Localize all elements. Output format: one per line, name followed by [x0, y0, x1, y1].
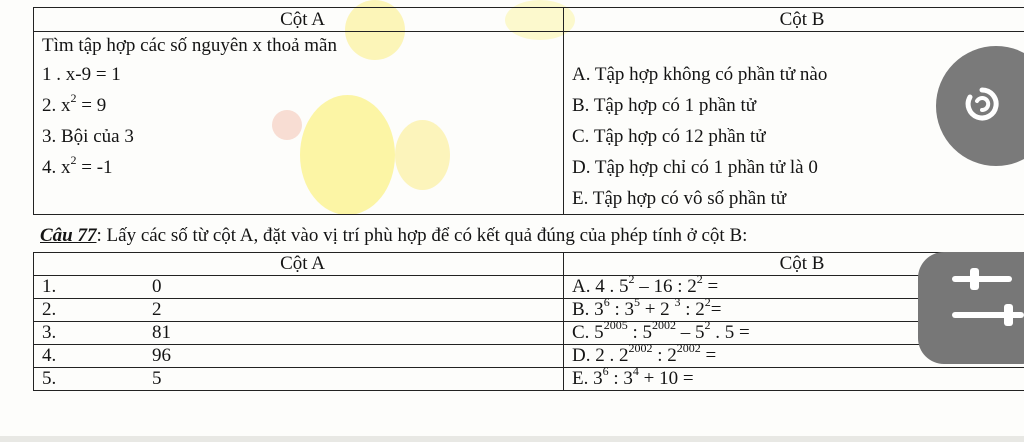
col-a-cell: [34, 345, 564, 368]
question-label: Câu 77: [40, 225, 97, 246]
col-b-item: E. Tập hợp có vô số phần tử: [572, 188, 787, 209]
col-b-header: Cột B: [564, 253, 1024, 276]
row-value: 2: [152, 299, 162, 320]
col-a-header: Cột A: [34, 8, 564, 32]
question-77: [40, 224, 747, 248]
row-index: 1.: [42, 276, 57, 297]
col-a-cell: [34, 299, 564, 322]
row-value: 0: [152, 276, 162, 297]
col-a-cell: [34, 322, 564, 345]
col-b-item: C. Tập hợp có 12 phần tử: [572, 126, 766, 147]
col-a-item: 3. Bội của 3: [42, 126, 134, 147]
row-value: 81: [152, 322, 171, 343]
col-a-item: 4. $x^2 = -1$: [42, 152, 113, 178]
col-a-header: Cột A: [34, 253, 564, 276]
row-index: 2.: [42, 299, 57, 320]
row-value: 96: [152, 345, 171, 366]
col-b-item: A. Tập hợp không có phần tử nào: [572, 64, 828, 85]
col-b-expression: A. 4 . $5^2 - 16$ : $2^2$ =: [564, 276, 1024, 299]
col-a-item: 1 . x-9 = 1: [42, 64, 121, 85]
col-b-item: D. Tập hợp chỉ có 1 phần tử là 0: [572, 157, 818, 178]
table-header-row: [34, 8, 1024, 32]
sliders-icon[interactable]: [940, 262, 1024, 332]
cut-off-text-strip: [0, 436, 1024, 442]
table-row: [34, 345, 1024, 368]
col-a-cell: [34, 32, 564, 215]
row-index: 3.: [42, 322, 57, 343]
question-text: : Lấy các số từ cột A, đặt vào vị trí phù hợp để có kết quả đúng của phép tính ở cột B:: [96, 225, 748, 246]
col-b-header: Cột B: [564, 8, 1024, 32]
table-body: [34, 271, 1024, 391]
matching-table-1: [33, 7, 1024, 215]
table-row: [34, 32, 1024, 215]
row-value: 5: [152, 368, 162, 389]
table-row: [34, 276, 1024, 299]
col-a-cell: [34, 368, 564, 391]
table-row: [34, 368, 1024, 391]
col-b-expression: D. 2 . $2^{2002}$ : $2^{2002}$ =: [564, 345, 1024, 368]
col-a-cell: [34, 276, 564, 299]
intro-text: Tìm tập hợp các số nguyên x thoả mãn: [42, 35, 337, 56]
col-b-expression: C. $5^{2005}$ : $5^{2002} - 5^2$ . 5 =: [564, 322, 1024, 345]
table-row: [34, 322, 1024, 345]
table-header-row: [34, 253, 1024, 276]
col-a-list: [42, 59, 563, 183]
row-index: 5.: [42, 368, 57, 389]
table-row: [34, 299, 1024, 322]
col-a-item: 2. $x^2 = 9$: [42, 90, 107, 116]
row-index: 4.: [42, 345, 57, 366]
col-b-expression: E. $3^6$ : $3^4 + 10$ =: [564, 368, 1024, 391]
col-b-item: B. Tập hợp có 1 phần tử: [572, 95, 757, 116]
matching-table-2: [33, 252, 1024, 391]
col-b-expression: B. $3^6$ : $3^5 + 2$ $^3$ : $2^2=$: [564, 299, 1024, 322]
refresh-icon[interactable]: [964, 86, 1000, 122]
